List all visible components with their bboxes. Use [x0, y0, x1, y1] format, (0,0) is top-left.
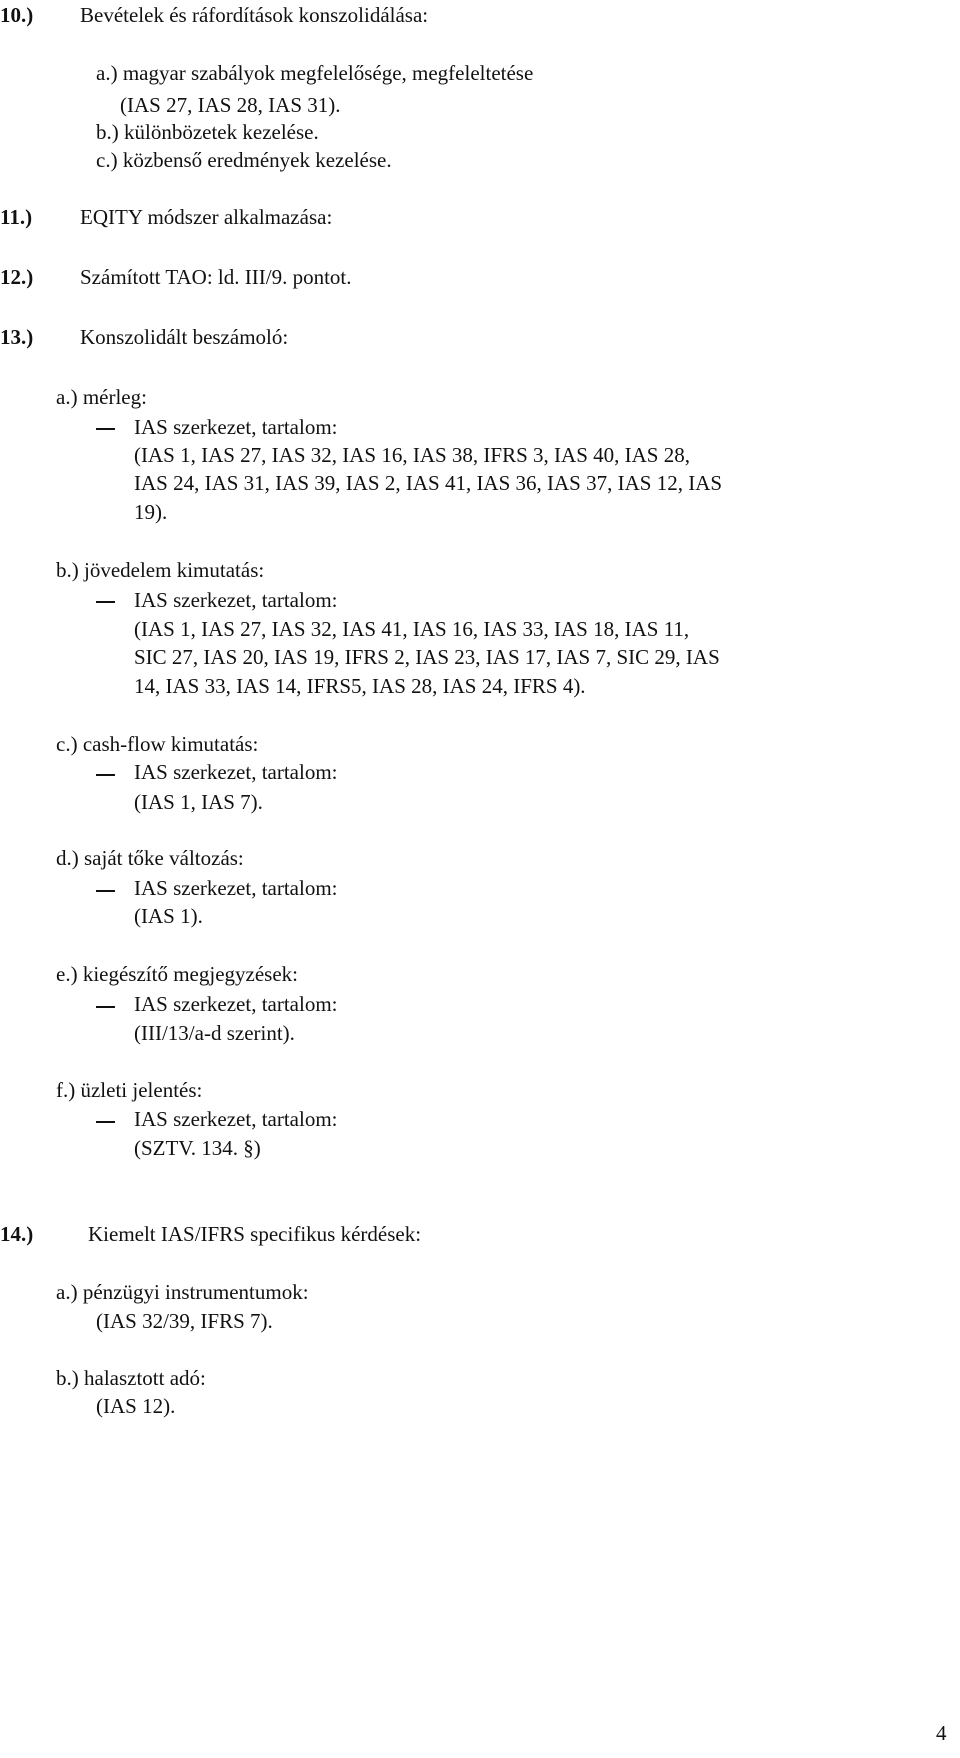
dash-icon [96, 601, 115, 603]
section-12-title: Számított TAO: ld. III/9. pontot. [80, 265, 352, 289]
section-12-number: 12.) [0, 265, 34, 289]
section-10-title: Bevételek és ráfordítások konszolidálása: [80, 3, 429, 27]
section-13-b-line2: SIC 27, IAS 20, IAS 19, IFRS 2, IAS 23, IAS 17, IAS 7, SIC 29, IAS [134, 645, 720, 669]
section-13-b-line3: 14, IAS 33, IAS 14, IFRS5, IAS 28, IAS 24, IFRS 4). [134, 674, 586, 698]
section-13-d-sub: IAS szerkezet, tartalom: [134, 876, 338, 900]
section-10-number: 10.) [0, 3, 34, 27]
section-10-item-a-cont: (IAS 27, IAS 28, IAS 31). [120, 93, 341, 117]
dash-icon [96, 428, 115, 430]
section-11-title: EQITY módszer alkalmazása: [80, 205, 333, 229]
dash-icon [96, 890, 115, 892]
section-13-a-sub: IAS szerkezet, tartalom: [134, 415, 338, 439]
section-13-b-line1: (IAS 1, IAS 27, IAS 32, IAS 41, IAS 16, IAS 33, IAS 18, IAS 11, [134, 617, 690, 641]
section-13-c-label: c.) cash-flow kimutatás: [56, 732, 259, 756]
section-13-e-line1: (III/13/a-d szerint). [134, 1021, 295, 1045]
dash-icon [96, 1121, 115, 1123]
section-13-a-line1: (IAS 1, IAS 27, IAS 32, IAS 16, IAS 38, IFRS 3, IAS 40, IAS 28, [134, 443, 690, 467]
section-10-item-c: c.) közbenső eredmények kezelése. [96, 148, 392, 172]
section-13-c-line1: (IAS 1, IAS 7). [134, 790, 263, 814]
section-13-number: 13.) [0, 325, 34, 349]
section-13-b-sub: IAS szerkezet, tartalom: [134, 588, 338, 612]
section-13-title: Konszolidált beszámoló: [80, 325, 289, 349]
section-14-number: 14.) [0, 1222, 34, 1246]
page-number: 4 [936, 1721, 947, 1745]
dash-icon [96, 1006, 115, 1008]
section-13-a-line3: 19). [134, 500, 168, 524]
section-10-item-a: a.) magyar szabályok megfelelősége, megfeleltetése [96, 61, 534, 85]
section-14-b-label: b.) halasztott adó: [56, 1366, 206, 1390]
section-13-b-label: b.) jövedelem kimutatás: [56, 558, 265, 582]
section-13-a-line2: IAS 24, IAS 31, IAS 39, IAS 2, IAS 41, IAS 36, IAS 37, IAS 12, IAS [134, 471, 723, 495]
section-11-number: 11.) [0, 205, 33, 229]
section-13-f-sub: IAS szerkezet, tartalom: [134, 1107, 338, 1131]
section-10-item-b: b.) különbözetek kezelése. [96, 120, 319, 144]
section-13-e-sub: IAS szerkezet, tartalom: [134, 992, 338, 1016]
section-13-e-label: e.) kiegészítő megjegyzések: [56, 962, 298, 986]
section-14-a-label: a.) pénzügyi instrumentumok: [56, 1280, 309, 1304]
section-14-a-line1: (IAS 32/39, IFRS 7). [96, 1309, 273, 1333]
section-13-d-line1: (IAS 1). [134, 904, 203, 928]
section-13-a-label: a.) mérleg: [56, 385, 147, 409]
section-13-d-label: d.) saját tőke változás: [56, 846, 244, 870]
section-14-b-line1: (IAS 12). [96, 1394, 176, 1418]
dash-icon [96, 774, 115, 776]
section-13-f-line1: (SZTV. 134. §) [134, 1136, 261, 1160]
section-14-title: Kiemelt IAS/IFRS specifikus kérdések: [88, 1222, 422, 1246]
section-13-f-label: f.) üzleti jelentés: [56, 1078, 203, 1102]
section-13-c-sub: IAS szerkezet, tartalom: [134, 760, 338, 784]
